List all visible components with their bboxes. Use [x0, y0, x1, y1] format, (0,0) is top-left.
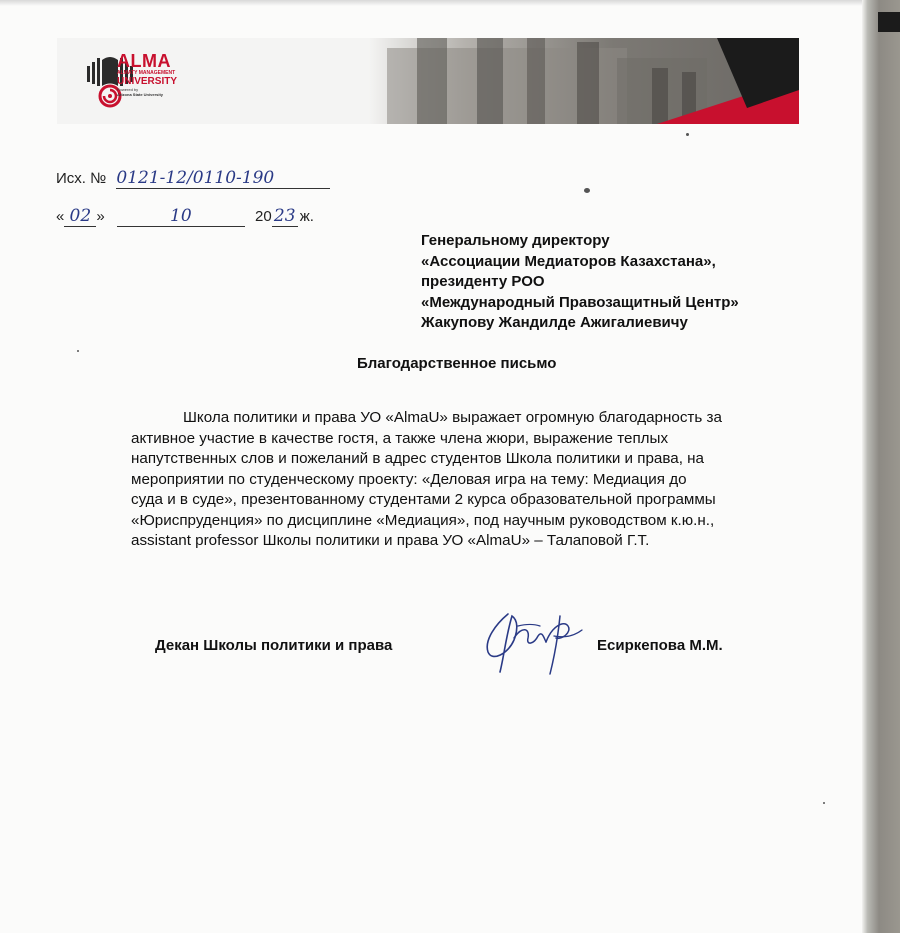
body-line: мероприятии по студенческому проекту: «Деловая игра на тему: Медиация до — [131, 470, 687, 488]
date-day-field — [64, 206, 96, 227]
date-quote-close: » — [96, 208, 105, 225]
body-line: Школа политики и права УО «AlmaU» выражает огромную благодарность за — [183, 409, 722, 426]
addressee-line: «Ассоциации Медиаторов Казахстана», — [421, 252, 716, 270]
body-line: активное участие в качестве гостя, а также члена жюри, выражение теплых — [131, 429, 669, 447]
logo-alma: ALMA — [117, 51, 171, 71]
date-quote-open: « — [56, 208, 65, 225]
scan-border — [862, 0, 900, 933]
signatory-position: Декан Школы политики и права — [155, 637, 393, 654]
scan-speck — [823, 802, 825, 804]
scan-speck — [77, 350, 79, 352]
addressee-line: «Международный Правозащитный Центр» — [421, 293, 739, 311]
date-year: 23 — [273, 206, 296, 226]
reference-number-line — [56, 168, 330, 189]
logo-wordmark — [117, 52, 177, 97]
body-line: assistant professor Школы политики и права УО «AlmaU» – Талаповой Г.Т. — [131, 532, 650, 549]
date-year-suffix: ж. — [299, 208, 314, 225]
addressee-block — [421, 231, 739, 334]
date-year-field — [272, 206, 298, 227]
scan-corner — [878, 12, 900, 32]
addressee-line: Жакупову Жандилде Ажигалиевичу — [421, 314, 688, 331]
body-line: «Юриспруденция» по дисциплине «Медиация», под научным руководством к.ю.н., — [131, 511, 715, 529]
date-day: 02 — [69, 206, 92, 226]
scan-edge — [0, 0, 868, 6]
date-month-field — [117, 206, 245, 227]
scan-speck — [584, 188, 590, 193]
addressee-line: президенту РОО — [421, 273, 545, 290]
reference-number-field — [116, 168, 330, 189]
scan-speck — [686, 133, 689, 136]
logo-line-3: UNIVERSITY — [117, 76, 178, 87]
addressee-line: Генеральному директору — [421, 232, 610, 249]
logo-line-5: Arizona State University — [117, 92, 164, 97]
logo-line-4: Powered by — [117, 87, 139, 92]
date-year-prefix: 20 — [255, 208, 272, 225]
reference-label: Исх. № — [56, 170, 107, 187]
body-line: суда и в суде», презентованному студентами 2 курса образовательной программы — [131, 491, 716, 508]
letter-title: Благодарственное письмо — [357, 355, 557, 372]
body-line: напутственных слов и пожеланий в адрес студентов Школа политики и права, на — [131, 450, 704, 467]
letterhead-banner — [57, 38, 799, 124]
reference-date-line — [56, 206, 314, 227]
date-month: 10 — [170, 206, 192, 226]
signatory-name: Есиркепова М.М. — [597, 637, 723, 654]
logo-line-2: ALMATY MANAGEMENT — [117, 70, 176, 76]
handwritten-signature-icon — [478, 606, 588, 678]
reference-number: 0121-12/0110-190 — [116, 168, 275, 188]
letter-body — [131, 408, 811, 552]
